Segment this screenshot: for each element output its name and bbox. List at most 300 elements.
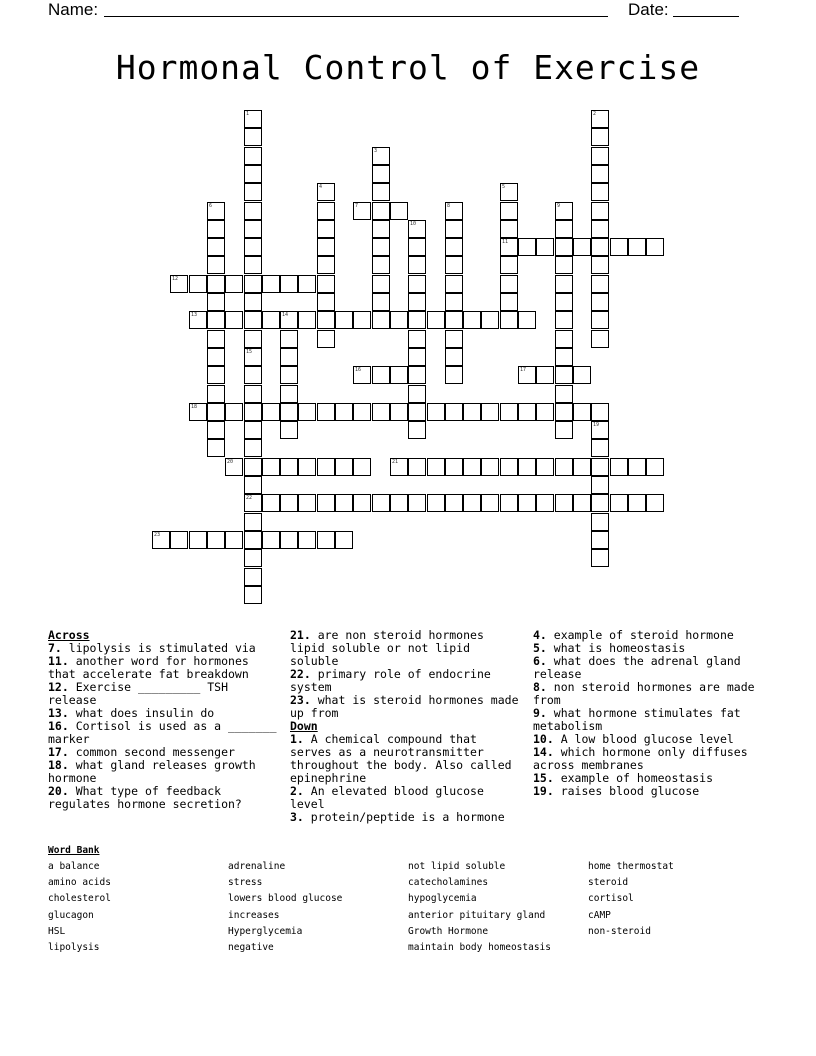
down-clue xyxy=(290,811,520,824)
crossword-cell[interactable] xyxy=(207,439,225,457)
crossword-cell[interactable] xyxy=(244,110,262,128)
clue-text: raises blood glucose xyxy=(553,784,700,798)
crossword-cell[interactable] xyxy=(317,458,335,476)
crossword-cell[interactable] xyxy=(445,293,463,311)
crossword-cell[interactable] xyxy=(353,366,371,384)
crossword-cell[interactable] xyxy=(463,403,481,421)
crossword-cell[interactable] xyxy=(244,202,262,220)
crossword-cell[interactable] xyxy=(298,494,316,512)
crossword-cell[interactable] xyxy=(518,458,536,476)
crossword-cell[interactable] xyxy=(408,348,426,366)
clue-number: 22 xyxy=(246,495,253,501)
crossword-cell[interactable] xyxy=(591,165,609,183)
clue-number: 16 xyxy=(355,367,362,373)
crossword-cell[interactable] xyxy=(555,311,573,329)
across-clue xyxy=(290,668,520,694)
down-clue xyxy=(533,785,763,798)
crossword-cell[interactable] xyxy=(390,403,408,421)
crossword-cell[interactable] xyxy=(445,202,463,220)
clue-text: Exercise _________ TSH release xyxy=(48,680,229,707)
crossword-cell[interactable] xyxy=(280,311,298,329)
crossword-cell[interactable] xyxy=(408,256,426,274)
clue-number: 8. xyxy=(533,680,547,694)
crossword-cell[interactable] xyxy=(244,220,262,238)
crossword-cell[interactable] xyxy=(244,568,262,586)
crossword-cell[interactable] xyxy=(317,202,335,220)
clue-number: 11. xyxy=(48,654,69,668)
crossword-cell[interactable] xyxy=(408,403,426,421)
crossword-cell[interactable] xyxy=(207,403,225,421)
crossword-cell[interactable] xyxy=(335,494,353,512)
crossword-cell[interactable] xyxy=(445,275,463,293)
crossword-cell[interactable] xyxy=(244,549,262,567)
crossword-cell[interactable] xyxy=(244,128,262,146)
clue-text: what does the adrenal gland release xyxy=(533,654,741,681)
crossword-cell[interactable] xyxy=(189,311,207,329)
crossword-cell[interactable] xyxy=(555,385,573,403)
crossword-cell[interactable] xyxy=(500,220,518,238)
crossword-cell[interactable] xyxy=(317,531,335,549)
crossword-cell[interactable] xyxy=(207,385,225,403)
crossword-cell[interactable] xyxy=(463,458,481,476)
crossword-cell[interactable] xyxy=(555,256,573,274)
crossword-cell[interactable] xyxy=(280,494,298,512)
crossword-cell[interactable] xyxy=(244,403,262,421)
crossword-cell[interactable] xyxy=(628,458,646,476)
crossword-cell[interactable] xyxy=(518,238,536,256)
crossword-cell[interactable] xyxy=(573,366,591,384)
crossword-cell[interactable] xyxy=(372,165,390,183)
crossword-cell[interactable] xyxy=(280,458,298,476)
crossword-cell[interactable] xyxy=(189,531,207,549)
crossword-cell[interactable] xyxy=(427,458,445,476)
crossword-cell[interactable] xyxy=(408,275,426,293)
word-bank-item: amino acids xyxy=(48,877,111,889)
crossword-cell[interactable] xyxy=(372,293,390,311)
crossword-cell[interactable] xyxy=(408,385,426,403)
crossword-cell[interactable] xyxy=(408,238,426,256)
crossword-cell[interactable] xyxy=(372,238,390,256)
crossword-cell[interactable] xyxy=(445,458,463,476)
crossword-cell[interactable] xyxy=(408,220,426,238)
crossword-cell[interactable] xyxy=(591,494,609,512)
crossword-cell[interactable] xyxy=(244,348,262,366)
across-clue xyxy=(290,694,520,720)
down-clue xyxy=(533,681,763,707)
crossword-cell[interactable] xyxy=(445,238,463,256)
crossword-cell[interactable] xyxy=(500,293,518,311)
crossword-cell[interactable] xyxy=(445,366,463,384)
crossword-cell[interactable] xyxy=(536,366,554,384)
clue-number: 19. xyxy=(533,784,554,798)
crossword-cell[interactable] xyxy=(555,421,573,439)
crossword-cell[interactable] xyxy=(500,403,518,421)
crossword-cell[interactable] xyxy=(170,531,188,549)
crossword-cell[interactable] xyxy=(591,293,609,311)
crossword-cell[interactable] xyxy=(298,531,316,549)
crossword-cell[interactable] xyxy=(207,293,225,311)
crossword-cell[interactable] xyxy=(189,403,207,421)
crossword-cell[interactable] xyxy=(500,202,518,220)
crossword-cell[interactable] xyxy=(372,183,390,201)
word-bank-item: maintain body homeostasis xyxy=(408,942,551,953)
crossword-cell[interactable] xyxy=(244,183,262,201)
crossword-cell[interactable] xyxy=(353,403,371,421)
crossword-cell[interactable] xyxy=(408,311,426,329)
clue-text: non steroid hormones are made from xyxy=(533,680,755,707)
crossword-cell[interactable] xyxy=(372,202,390,220)
crossword-cell[interactable] xyxy=(591,458,609,476)
clue-text: protein/peptide is a hormone xyxy=(303,810,505,824)
down-clue xyxy=(533,707,763,733)
crossword-cell[interactable] xyxy=(408,293,426,311)
word-bank-item: lipolysis xyxy=(48,942,100,953)
clue-number: 5. xyxy=(533,641,547,655)
clue-text: An elevated blood glucose level xyxy=(290,784,484,811)
crossword-cell[interactable] xyxy=(244,476,262,494)
crossword-cell[interactable] xyxy=(207,348,225,366)
across-clue xyxy=(290,629,520,668)
crossword-cell[interactable] xyxy=(591,476,609,494)
crossword-cell[interactable] xyxy=(317,403,335,421)
word-bank-item: home thermostat xyxy=(588,861,674,872)
crossword-cell[interactable] xyxy=(244,421,262,439)
crossword-cell[interactable] xyxy=(408,494,426,512)
crossword-cell[interactable] xyxy=(244,494,262,512)
crossword-cell[interactable] xyxy=(445,220,463,238)
crossword-cell[interactable] xyxy=(262,403,280,421)
clue-text: A low blood glucose level xyxy=(553,732,734,746)
crossword-cell[interactable] xyxy=(628,494,646,512)
clues-column-3 xyxy=(533,629,763,798)
crossword-cell[interactable] xyxy=(372,220,390,238)
clue-number: 12. xyxy=(48,680,69,694)
crossword-cell[interactable] xyxy=(390,494,408,512)
crossword-cell[interactable] xyxy=(372,494,390,512)
clue-number: 20. xyxy=(48,784,69,798)
across-clue xyxy=(48,759,283,785)
crossword-cell[interactable] xyxy=(244,366,262,384)
crossword-cell[interactable] xyxy=(225,275,243,293)
crossword-cell[interactable] xyxy=(628,238,646,256)
crossword-cell[interactable] xyxy=(591,330,609,348)
crossword-cell[interactable] xyxy=(591,531,609,549)
crossword-cell[interactable] xyxy=(555,458,573,476)
crossword-cell[interactable] xyxy=(500,183,518,201)
crossword-cell[interactable] xyxy=(225,531,243,549)
crossword-cell[interactable] xyxy=(555,403,573,421)
crossword-cell[interactable] xyxy=(244,439,262,457)
crossword-cell[interactable] xyxy=(170,275,188,293)
crossword-cell[interactable] xyxy=(500,494,518,512)
crossword-cell[interactable] xyxy=(427,494,445,512)
crossword-cell[interactable] xyxy=(280,531,298,549)
crossword-cell[interactable] xyxy=(646,238,664,256)
crossword-cell[interactable] xyxy=(244,275,262,293)
crossword-cell[interactable] xyxy=(610,458,628,476)
crossword-cell[interactable] xyxy=(591,403,609,421)
crossword-cell[interactable] xyxy=(555,220,573,238)
crossword-cell[interactable] xyxy=(298,311,316,329)
crossword-cell[interactable] xyxy=(555,348,573,366)
crossword-cell[interactable] xyxy=(481,403,499,421)
crossword-cell[interactable] xyxy=(280,385,298,403)
crossword-cell[interactable] xyxy=(207,330,225,348)
crossword-cell[interactable] xyxy=(591,183,609,201)
crossword-cell[interactable] xyxy=(317,183,335,201)
word-bank-item: cAMP xyxy=(588,909,611,921)
crossword-cell[interactable] xyxy=(317,330,335,348)
crossword-cell[interactable] xyxy=(317,256,335,274)
clue-number: 15. xyxy=(533,771,554,785)
crossword-cell[interactable] xyxy=(591,439,609,457)
clue-number: 5 xyxy=(502,184,506,190)
clue-number: 4. xyxy=(533,628,547,642)
crossword-cell[interactable] xyxy=(207,202,225,220)
crossword-cell[interactable] xyxy=(591,549,609,567)
crossword-cell[interactable] xyxy=(207,366,225,384)
down-clue xyxy=(290,733,520,785)
crossword-cell[interactable] xyxy=(518,494,536,512)
crossword-cell[interactable] xyxy=(555,494,573,512)
clues-column-1 xyxy=(48,629,283,811)
crossword-cell[interactable] xyxy=(353,458,371,476)
crossword-cell[interactable] xyxy=(646,458,664,476)
crossword-cell[interactable] xyxy=(445,311,463,329)
crossword-cell[interactable] xyxy=(463,311,481,329)
crossword-cell[interactable] xyxy=(335,531,353,549)
clue-number: 2 xyxy=(593,111,597,117)
crossword-cell[interactable] xyxy=(225,458,243,476)
crossword-cell[interactable] xyxy=(555,238,573,256)
crossword-cell[interactable] xyxy=(262,494,280,512)
clue-number: 13. xyxy=(48,706,69,720)
crossword-cell[interactable] xyxy=(573,494,591,512)
crossword-cell[interactable] xyxy=(445,403,463,421)
crossword-cell[interactable] xyxy=(244,586,262,604)
crossword-cell[interactable] xyxy=(207,238,225,256)
crossword-cell[interactable] xyxy=(445,348,463,366)
word-bank-item: catecholamines xyxy=(408,877,489,889)
crossword-cell[interactable] xyxy=(427,403,445,421)
clue-number: 7. xyxy=(48,641,62,655)
clue-number: 20 xyxy=(227,459,234,465)
crossword-cell[interactable] xyxy=(244,513,262,531)
crossword-cell[interactable] xyxy=(280,421,298,439)
crossword-cell[interactable] xyxy=(646,494,664,512)
crossword-cell[interactable] xyxy=(536,403,554,421)
crossword-cell[interactable] xyxy=(591,110,609,128)
crossword-cell[interactable] xyxy=(610,494,628,512)
word-bank-item: stress xyxy=(228,877,263,889)
crossword-cell[interactable] xyxy=(317,494,335,512)
clue-number: 18 xyxy=(191,404,198,410)
crossword-cell[interactable] xyxy=(335,311,353,329)
crossword-cell[interactable] xyxy=(408,330,426,348)
crossword-cell[interactable] xyxy=(280,403,298,421)
crossword-cell[interactable] xyxy=(244,330,262,348)
crossword-cell[interactable] xyxy=(298,275,316,293)
crossword-cell[interactable] xyxy=(445,256,463,274)
crossword-cell[interactable] xyxy=(372,311,390,329)
crossword-cell[interactable] xyxy=(591,128,609,146)
crossword-cell[interactable] xyxy=(591,275,609,293)
crossword-cell[interactable] xyxy=(207,275,225,293)
crossword-cell[interactable] xyxy=(610,238,628,256)
crossword-cell[interactable] xyxy=(481,458,499,476)
crossword-cell[interactable] xyxy=(408,421,426,439)
crossword-cell[interactable] xyxy=(280,330,298,348)
clue-text: what is steroid hormones made up from xyxy=(290,693,519,720)
clue-number: 14 xyxy=(282,312,289,318)
crossword-cell[interactable] xyxy=(390,366,408,384)
crossword-cell[interactable] xyxy=(555,293,573,311)
crossword-cell[interactable] xyxy=(573,238,591,256)
crossword-cell[interactable] xyxy=(280,348,298,366)
crossword-cell[interactable] xyxy=(536,458,554,476)
crossword-cell[interactable] xyxy=(262,458,280,476)
crossword-cell[interactable] xyxy=(573,458,591,476)
crossword-cell[interactable] xyxy=(390,458,408,476)
crossword-cell[interactable] xyxy=(372,275,390,293)
crossword-cell[interactable] xyxy=(207,256,225,274)
clue-text: what hormone stimulates fat metabolism xyxy=(533,706,741,733)
crossword-cell[interactable] xyxy=(463,494,481,512)
word-bank-item: negative xyxy=(228,942,274,953)
crossword-cell[interactable] xyxy=(518,403,536,421)
crossword-cell[interactable] xyxy=(244,293,262,311)
clue-number: 21 xyxy=(392,459,399,465)
clue-text: what is homeostasis xyxy=(546,641,686,655)
crossword-cell[interactable] xyxy=(555,366,573,384)
crossword-cell[interactable] xyxy=(353,311,371,329)
crossword-cell[interactable] xyxy=(207,220,225,238)
word-bank-item: adrenaline xyxy=(228,861,286,872)
crossword-cell[interactable] xyxy=(591,421,609,439)
crossword-cell[interactable] xyxy=(244,385,262,403)
clue-number: 9 xyxy=(557,203,561,209)
crossword-cell[interactable] xyxy=(591,311,609,329)
crossword-cell[interactable] xyxy=(500,275,518,293)
crossword-cell[interactable] xyxy=(244,165,262,183)
clue-number: 23 xyxy=(154,532,161,538)
clue-number: 10. xyxy=(533,732,554,746)
crossword-cell[interactable] xyxy=(335,458,353,476)
crossword-cell[interactable] xyxy=(298,403,316,421)
clue-number: 23. xyxy=(290,693,311,707)
clue-number: 19 xyxy=(593,422,600,428)
crossword-cell[interactable] xyxy=(500,311,518,329)
crossword-cell[interactable] xyxy=(298,458,316,476)
crossword-cell[interactable] xyxy=(225,311,243,329)
clue-number: 6 xyxy=(209,203,213,209)
crossword-cell[interactable] xyxy=(353,494,371,512)
clue-number: 21. xyxy=(290,628,311,642)
crossword-cell[interactable] xyxy=(555,275,573,293)
crossword-cell[interactable] xyxy=(317,311,335,329)
crossword-cell[interactable] xyxy=(372,403,390,421)
crossword-cell[interactable] xyxy=(207,531,225,549)
crossword-cell[interactable] xyxy=(518,311,536,329)
crossword-cell[interactable] xyxy=(244,256,262,274)
across-heading: Across xyxy=(48,628,90,642)
crossword-cell[interactable] xyxy=(445,494,463,512)
clue-text: lipolysis is stimulated via xyxy=(61,641,256,655)
clue-number: 12 xyxy=(172,276,179,282)
crossword-cell[interactable] xyxy=(317,220,335,238)
crossword-cell[interactable] xyxy=(244,238,262,256)
crossword-cell[interactable] xyxy=(335,403,353,421)
crossword-cell[interactable] xyxy=(555,330,573,348)
crossword-cell[interactable] xyxy=(481,494,499,512)
crossword-cell[interactable] xyxy=(591,256,609,274)
crossword-cell[interactable] xyxy=(445,330,463,348)
crossword-cell[interactable] xyxy=(372,256,390,274)
word-bank-item: Growth Hormone xyxy=(408,925,489,937)
crossword-cell[interactable] xyxy=(262,275,280,293)
crossword-cell[interactable] xyxy=(372,147,390,165)
word-bank-item: non-steroid xyxy=(588,925,651,937)
crossword-cell[interactable] xyxy=(244,311,262,329)
crossword-cell[interactable] xyxy=(262,311,280,329)
crossword-cell[interactable] xyxy=(244,458,262,476)
crossword-cell[interactable] xyxy=(390,202,408,220)
clue-number: 3 xyxy=(374,148,378,154)
crossword-cell[interactable] xyxy=(536,494,554,512)
crossword-cell[interactable] xyxy=(591,147,609,165)
crossword-cell[interactable] xyxy=(500,458,518,476)
crossword-cell[interactable] xyxy=(555,202,573,220)
clue-text: Cortisol is used as a _______ marker xyxy=(48,719,277,746)
word-bank-title: Word Bank xyxy=(48,845,100,856)
crossword-cell[interactable] xyxy=(207,421,225,439)
across-clue xyxy=(48,681,283,707)
crossword-cell[interactable] xyxy=(481,311,499,329)
crossword-cell[interactable] xyxy=(591,202,609,220)
crossword-cell[interactable] xyxy=(225,403,243,421)
clue-text: what gland releases growth hormone xyxy=(48,758,256,785)
crossword-cell[interactable] xyxy=(390,311,408,329)
crossword-cell[interactable] xyxy=(280,366,298,384)
crossword-cell[interactable] xyxy=(317,275,335,293)
crossword-cell[interactable] xyxy=(427,311,445,329)
crossword-cell[interactable] xyxy=(591,513,609,531)
crossword-cell[interactable] xyxy=(518,366,536,384)
crossword-cell[interactable] xyxy=(591,238,609,256)
crossword-cell[interactable] xyxy=(536,238,554,256)
crossword-cell[interactable] xyxy=(408,458,426,476)
crossword-cell[interactable] xyxy=(207,311,225,329)
crossword-cell[interactable] xyxy=(152,531,170,549)
crossword-cell[interactable] xyxy=(280,275,298,293)
crossword-cell[interactable] xyxy=(244,531,262,549)
crossword-cell[interactable] xyxy=(189,275,207,293)
word-bank-item: Hyperglycemia xyxy=(228,925,303,937)
crossword-cell[interactable] xyxy=(500,256,518,274)
crossword-cell[interactable] xyxy=(591,220,609,238)
crossword-cell[interactable] xyxy=(244,147,262,165)
crossword-cell[interactable] xyxy=(573,403,591,421)
crossword-cell[interactable] xyxy=(317,293,335,311)
clue-number: 13 xyxy=(191,312,198,318)
crossword-cell[interactable] xyxy=(353,202,371,220)
crossword-cell[interactable] xyxy=(317,238,335,256)
clue-number: 18. xyxy=(48,758,69,772)
crossword-cell[interactable] xyxy=(372,366,390,384)
crossword-cell[interactable] xyxy=(262,531,280,549)
crossword-cell[interactable] xyxy=(500,238,518,256)
crossword-cell[interactable] xyxy=(408,366,426,384)
